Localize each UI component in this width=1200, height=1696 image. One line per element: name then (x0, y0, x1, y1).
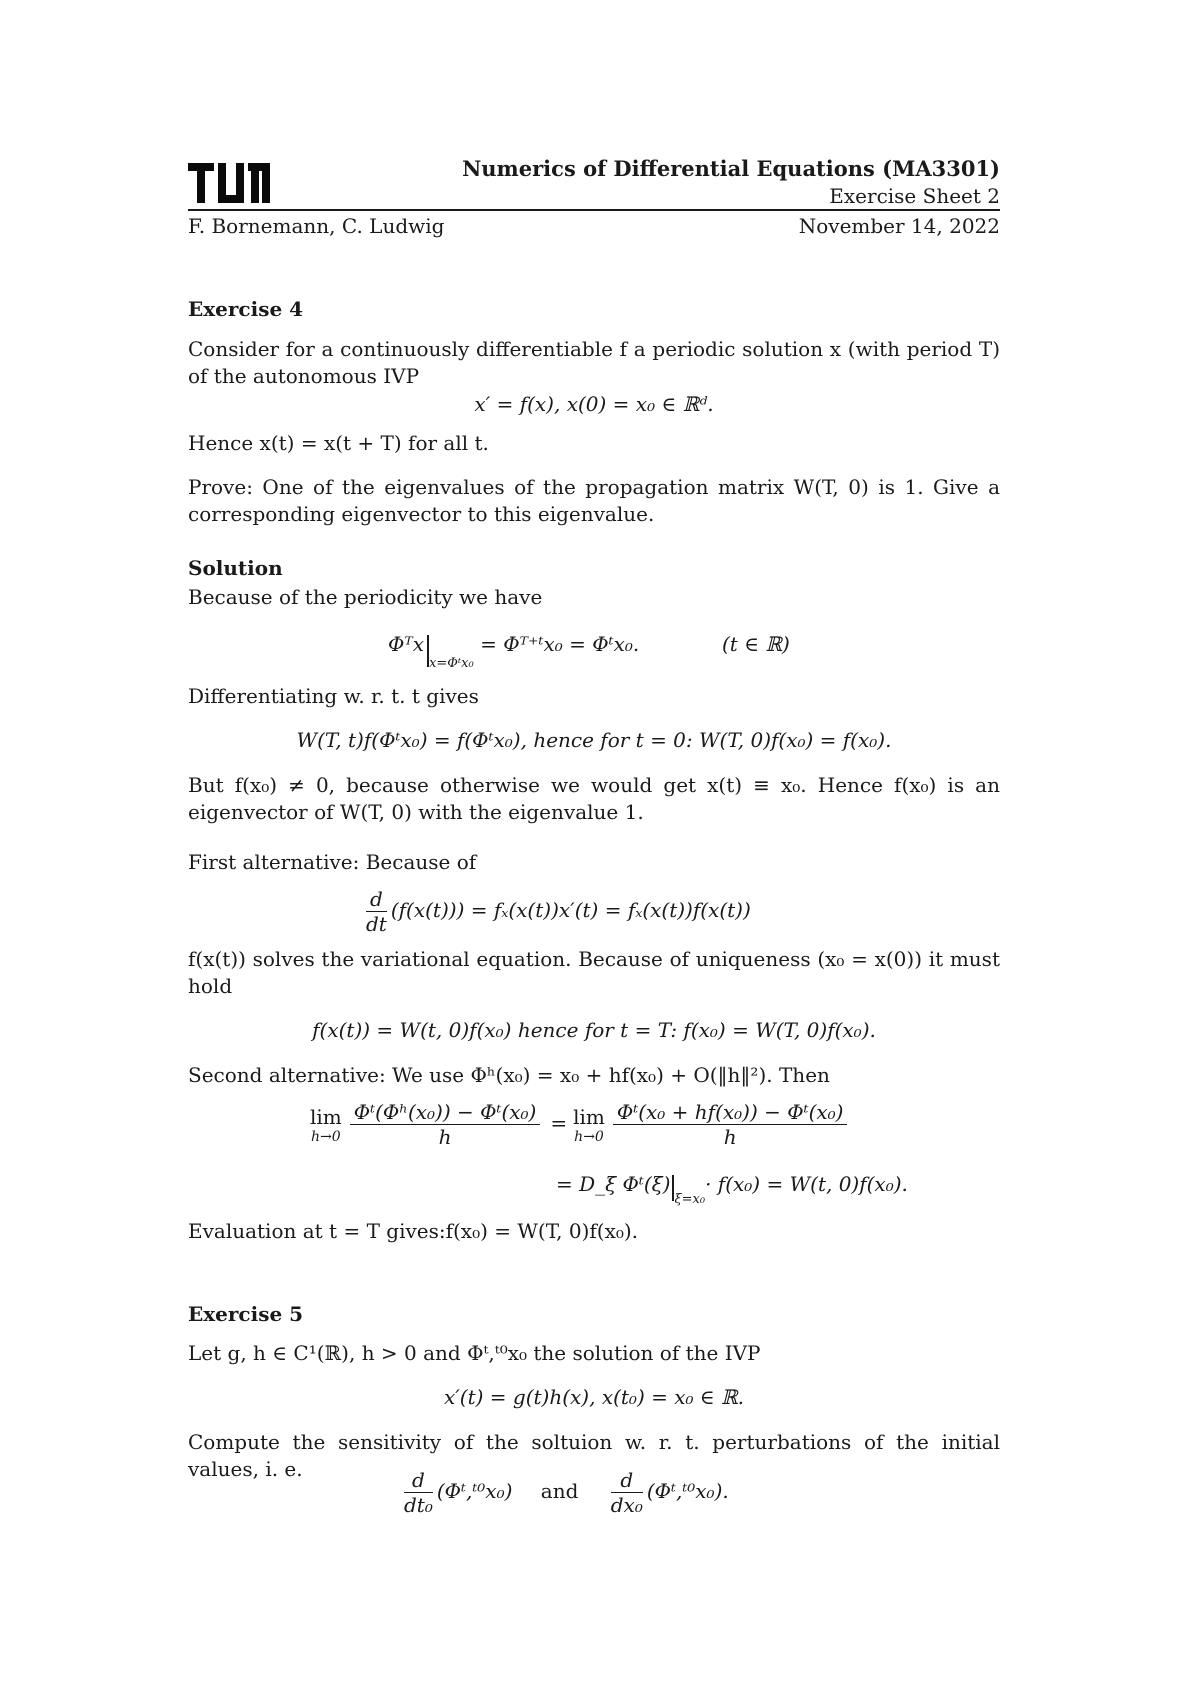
eq1-lhs: Φᵀx (388, 632, 425, 656)
solution-equation-3 (362, 887, 751, 936)
dq2-num: Φᵗ(x₀ + hf(x₀)) − Φᵗ(x₀) (613, 1100, 848, 1125)
exercise-4-text-3: Prove: One of the eigenvalues of the propagation matrix W(T, 0) is 1. Give a corresponding eigenvector to this eigenvalue. (188, 475, 1000, 526)
limit-1 (310, 1105, 342, 1145)
exercise-4-text-1: Consider for a continuously differentiable f a periodic solution x (with period T) of the autonomous IVP (188, 337, 1000, 388)
header-rule (188, 209, 1000, 211)
authors: F. Bornemann, C. Ludwig (188, 214, 445, 238)
eq6-sub: ξ=x₀ (674, 1192, 706, 1207)
eq6-b: · f(x₀) = W(t, 0)f(x₀). (705, 1172, 908, 1196)
d-dt0-num: d (404, 1468, 433, 1493)
dq1-num: Φᵗ(Φʰ(x₀)) − Φᵗ(x₀) (350, 1100, 541, 1125)
dq2-den: h (723, 1125, 737, 1149)
tum-logo-graphic (188, 163, 270, 203)
difference-quotient-2 (613, 1100, 848, 1149)
solution-text-4: First alternative: Because of (188, 850, 477, 874)
exercise-4-equation: x′ = f(x), x(0) = x₀ ∈ ℝᵈ. (474, 392, 714, 416)
d-dx0-num: d (611, 1468, 643, 1493)
sheet-label: Exercise Sheet 2 (829, 184, 1000, 208)
d-dx0-den: dx₀ (610, 1493, 643, 1517)
course-title: Numerics of Differential Equations (MA3301) (462, 156, 1000, 181)
frac-num: d (366, 887, 387, 912)
lim-under-2: h→0 (574, 1128, 604, 1145)
exercise-5-title: Exercise 5 (188, 1302, 304, 1326)
solution-equation-5 (310, 1100, 851, 1149)
d-dt0-expr: (Φᵗ,ᵗ⁰x₀) (436, 1479, 513, 1503)
eq6-a: = D_ξ Φᵗ(ξ) (556, 1172, 671, 1196)
solution-equation-1 (388, 632, 639, 671)
eq1-rhs: = Φᵀ⁺ᵗx₀ = Φᵗx₀. (473, 632, 640, 656)
lim-word: lim (310, 1104, 342, 1129)
and-word: and (540, 1479, 579, 1503)
eq3-rhs: (f(x(t))) = fₓ(x(t))x′(t) = fₓ(x(t))f(x(t)) (390, 898, 751, 922)
tum-logo (188, 163, 270, 203)
difference-quotient-1 (350, 1100, 541, 1149)
solution-text-2: Differentiating w. r. t. t gives (188, 684, 479, 708)
solution-equation-4: f(x(t)) = W(t, 0)f(x₀) hence for t = T: f(x₀) = W(T, 0)f(x₀). (312, 1018, 876, 1042)
exercise-5-derivatives (400, 1468, 729, 1517)
eq1-sub: x=Φᵗx₀ (429, 656, 474, 671)
exercise-5-text-2: Compute the sensitivity of the soltuion w. r. t. perturbations of the initial values, i. e. (188, 1430, 1000, 1481)
exercise-4-text-2: Hence x(t) = x(t + T) for all t. (188, 431, 489, 455)
solution-text-7: Evaluation at t = T gives:f(x₀) = W(T, 0)f(x₀). (188, 1219, 639, 1243)
d-dt0-den: dt₀ (404, 1493, 433, 1517)
lim-under: h→0 (311, 1128, 341, 1145)
d-dx0-fraction (611, 1468, 643, 1517)
derivative-fraction (366, 887, 387, 936)
solution-text-1: Because of the periodicity we have (188, 585, 543, 609)
exercise-5-text-1: Let g, h ∈ C¹(ℝ), h > 0 and Φᵗ,ᵗ⁰x₀ the solution of the IVP (188, 1341, 761, 1365)
lim-word-2: lim (573, 1104, 605, 1129)
solution-text-6: Second alternative: We use Φʰ(x₀) = x₀ + hf(x₀) + O(‖h‖²). Then (188, 1063, 830, 1087)
solution-text-5: f(x(t)) solves the variational equation. Because of uniqueness (x₀ = x(0)) it must hold (188, 947, 1000, 998)
solution-equation-2: W(T, t)f(Φᵗx₀) = f(Φᵗx₀), hence for t = 0: W(T, 0)f(x₀) = f(x₀). (296, 728, 892, 752)
solution-equation-1-tag: (t ∈ ℝ) (722, 632, 790, 656)
d-dt0-fraction (404, 1468, 433, 1517)
dq1-den: h (438, 1125, 452, 1149)
exercise-5-equation: x′(t) = g(t)h(x), x(t₀) = x₀ ∈ ℝ. (443, 1385, 745, 1409)
exercise-4-title: Exercise 4 (188, 297, 304, 321)
d-dx0-expr: (Φᵗ,ᵗ⁰x₀). (646, 1479, 729, 1503)
solution-title: Solution (188, 556, 283, 580)
solution-text-3: But f(x₀) ≠ 0, because otherwise we would get x(t) ≡ x₀. Hence f(x₀) is an eigenvector of W(T, 0) with the eigenvalue 1. (188, 773, 1000, 824)
date: November 14, 2022 (798, 214, 1000, 238)
solution-equation-6 (556, 1172, 908, 1207)
frac-den: dt (366, 912, 387, 936)
limit-2 (573, 1105, 605, 1145)
eq5-equals: = (550, 1111, 568, 1135)
